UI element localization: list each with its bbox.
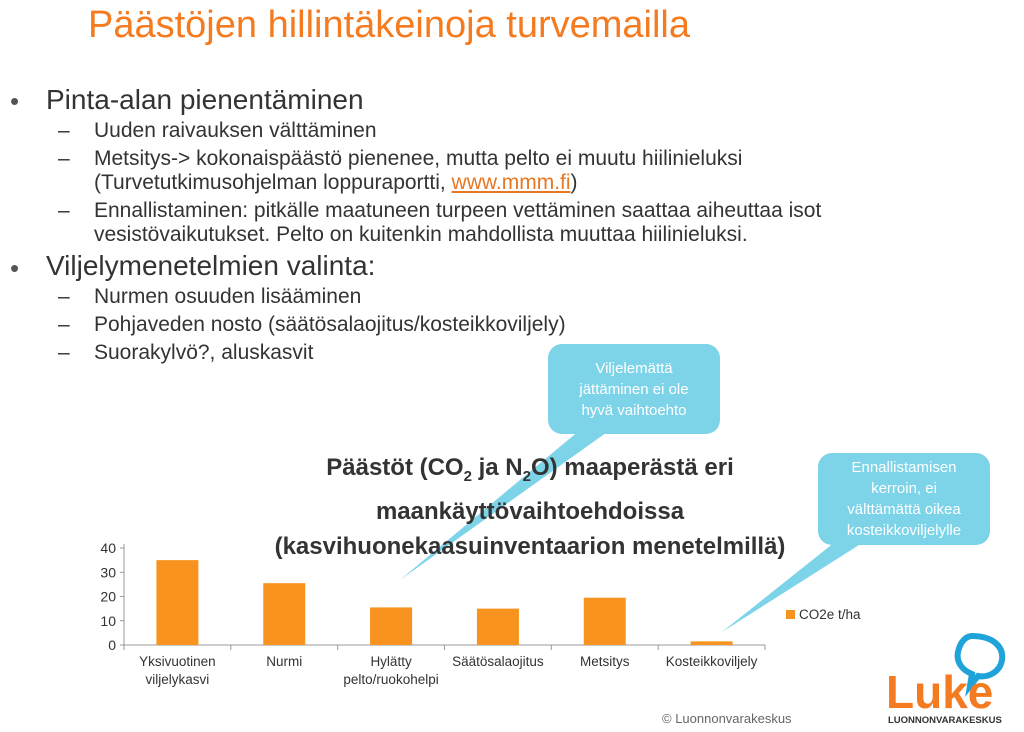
bullet-marker: • [10, 86, 20, 116]
copyright: © Luonnonvarakeskus [662, 711, 792, 726]
y-tick-label: 40 [100, 540, 116, 556]
y-tick-label: 30 [100, 564, 116, 581]
subitem-raivaus: Uuden raivauksen välttäminen [94, 119, 377, 142]
legend-swatch [786, 610, 795, 619]
mmm-link[interactable]: www.mmm.fi [451, 171, 571, 194]
x-tick-label: viljelykasvi [145, 672, 210, 687]
y-tick-label: 20 [100, 588, 116, 605]
x-tick-label: Yksivuotinen [139, 654, 216, 669]
dash-marker: – [58, 199, 70, 222]
y-tick-label: 10 [100, 612, 116, 629]
bullet-viljelymenetelmat: Viljelymenetelmien valinta: [46, 250, 376, 281]
callout-line: Viljelemättä [595, 359, 673, 377]
subitem-ennallistaminen-line2: vesistövaikutukset. Pelto on kuitenkin mahdollista muuttaa hiilinieluksi. [94, 223, 748, 246]
callout-line: jättäminen ei ole [579, 380, 689, 398]
dash-marker: – [58, 119, 70, 142]
dash-marker: – [58, 147, 70, 170]
x-tick-label: Säätösalaojitus [452, 654, 544, 669]
x-tick-label: Hylätty [370, 654, 412, 669]
x-tick-label: Kosteikkoviljely [665, 654, 758, 669]
bar-3 [477, 609, 519, 645]
logo-subtitle: LUONNONVARAKESKUS [888, 715, 1002, 726]
callout-line: välttämättä oikea [847, 501, 961, 518]
logo-wordmark: Luke [886, 666, 994, 718]
x-tick-label: Metsitys [579, 654, 630, 669]
bar-5 [691, 641, 733, 645]
callout-line: kosteikkoviljelylle [846, 522, 962, 539]
chart-title: Päästöt ($CO_2$ ja $N_2O$) maaperästä eri maankäyttövaihtoehdoissa (kasvihuonekaasuinventaarion menetelmillä) [274, 454, 786, 560]
callout-line: hyvä vaihtoehto [581, 401, 687, 419]
x-tick-label: Nurmi [266, 654, 303, 669]
subitem-suorakylvo: Suorakylvö?, aluskasvit [94, 341, 314, 364]
slide-title: Päästöjen hillintäkeinoja turvemailla [88, 4, 691, 46]
callout-line: kerroin, ei [871, 480, 937, 497]
subitem-pohjavesi: Pohjaveden nosto (säätösalaojitus/kosteikkoviljely) [94, 313, 566, 336]
bar-2 [370, 607, 412, 645]
y-tick-label: 0 [108, 637, 116, 653]
bullet-marker: • [10, 253, 20, 283]
subitem-ennallistaminen: Ennallistaminen: pitkälle maatuneen turpeen vettäminen saattaa aiheuttaa isot [94, 199, 822, 222]
legend-label: CO2e t/ha [799, 607, 861, 622]
bullet-pinta-ala: Pinta-alan pienentäminen [46, 84, 364, 115]
dash-marker: – [58, 313, 70, 336]
dash-marker: – [58, 285, 70, 308]
report-text: (Turvetutkimusohjelman loppuraportti, [94, 171, 452, 194]
luke-logo [880, 632, 1010, 727]
bar-1 [263, 583, 305, 645]
callout-line: Ennallistamisen [851, 459, 957, 476]
bar-4 [584, 598, 626, 645]
x-tick-label: pelto/ruokohelpi [343, 672, 439, 687]
paren-close: ) [570, 171, 578, 194]
subitem-nurmi: Nurmen osuuden lisääminen [94, 285, 362, 308]
dash-marker: – [58, 341, 70, 364]
subitem-metsitys: Metsitys-> kokonaispäästö pienenee, mutta pelto ei muutu hiilinieluksi [94, 147, 743, 170]
bar-0 [156, 560, 198, 645]
